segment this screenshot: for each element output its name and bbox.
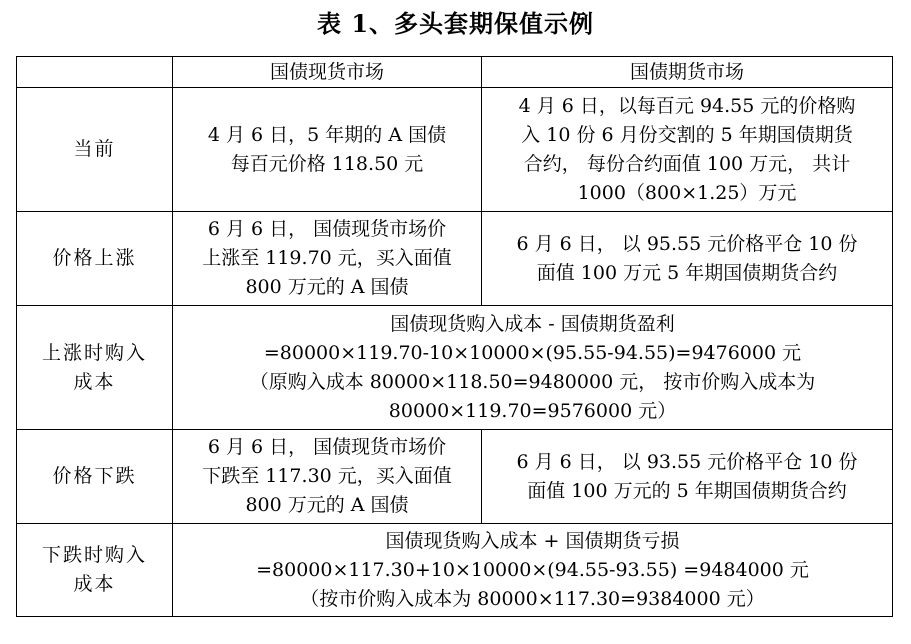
header-futures-market: 国债期货市场 xyxy=(482,57,893,88)
current-spot-cell xyxy=(173,88,482,212)
row-label-current xyxy=(17,88,173,212)
text-line: 80000×119.70=9576000 元） xyxy=(388,399,677,422)
label-line: 价格上涨 xyxy=(52,247,137,269)
current-futures-cell xyxy=(482,88,893,212)
text-line: 1000（800×1.25）万元 xyxy=(577,181,797,204)
row-label-up-cost xyxy=(17,306,173,430)
row-label-down-cost xyxy=(17,524,173,617)
text-line: （按市价购入成本为 80000×117.30=9384000 元） xyxy=(300,587,765,610)
row-up-cost xyxy=(17,306,893,430)
header-row xyxy=(17,57,893,88)
text-line: =80000×117.30+10×10000×(94.55-93.55) =9484000 元 xyxy=(256,558,809,581)
text-line: 800 万元的 A 国债 xyxy=(245,276,409,298)
hedging-example-table xyxy=(16,56,893,617)
text-line: 6 月 6 日， 国债现货市场价 xyxy=(207,436,447,458)
text-line: 面值 100 万元 5 年期国债期货合约 xyxy=(536,261,838,284)
header-corner-cell xyxy=(17,57,173,88)
row-price-up xyxy=(17,212,893,306)
down-cost-merged-cell xyxy=(173,524,893,617)
text-line: 每百元价格 118.50 元 xyxy=(230,152,424,175)
label-line: 成本 xyxy=(73,573,116,595)
price-down-futures-cell xyxy=(482,430,893,524)
up-cost-merged-cell xyxy=(173,306,893,430)
text-line: 6 月 6 日， 国债现货市场价 xyxy=(207,218,447,240)
row-current xyxy=(17,88,893,212)
text-line: 6 月 6 日， 以 95.55 元价格平仓 10 份 xyxy=(516,232,858,255)
text-line: （原购入成本 80000×118.50=9480000 元， 按市价购入成本为 xyxy=(249,370,816,393)
label-line: 当前 xyxy=(73,138,116,160)
header-spot-market: 国债现货市场 xyxy=(173,57,482,88)
price-down-spot-cell xyxy=(173,430,482,524)
row-label-price-up xyxy=(17,212,173,306)
price-up-futures-cell xyxy=(482,212,893,306)
text-line: 6 月 6 日， 以 93.55 元价格平仓 10 份 xyxy=(516,450,858,473)
label-line: 下跌时购入 xyxy=(41,544,147,566)
label-line: 上涨时购入 xyxy=(41,341,147,364)
text-line: 合约， 每份合约面值 100 万元， 共计 xyxy=(523,152,851,175)
row-label-price-down xyxy=(17,430,173,524)
table-title: 表 1、多头套期保值示例 xyxy=(316,9,595,38)
text-line: 800 万元的 A 国债 xyxy=(245,494,409,516)
label-line: 成本 xyxy=(73,370,116,393)
text-line: 上涨至 119.70 元，买入面值 xyxy=(202,247,452,269)
text-line: 下跌至 117.30 元，买入面值 xyxy=(202,465,452,487)
text-line: 国债现货购入成本 + 国债期货亏损 xyxy=(385,529,680,552)
text-line: 面值 100 万元的 5 年期国债期货合约 xyxy=(527,479,847,502)
label-line: 价格下跌 xyxy=(52,465,137,487)
text-line: 4 月 6 日，5 年期的 A 国债 xyxy=(207,123,447,146)
text-line: 入 10 份 6 月份交割的 5 年期国债期货 xyxy=(521,123,853,146)
price-up-spot-cell xyxy=(173,212,482,306)
row-down-cost xyxy=(17,524,893,617)
row-price-down xyxy=(17,430,893,524)
text-line: =80000×119.70-10×10000×(95.55-94.55)=9476000 元 xyxy=(263,341,802,364)
text-line: 4 月 6 日，以每百元 94.55 元的价格购 xyxy=(518,94,856,117)
text-line: 国债现货购入成本 - 国债期货盈利 xyxy=(390,312,675,335)
